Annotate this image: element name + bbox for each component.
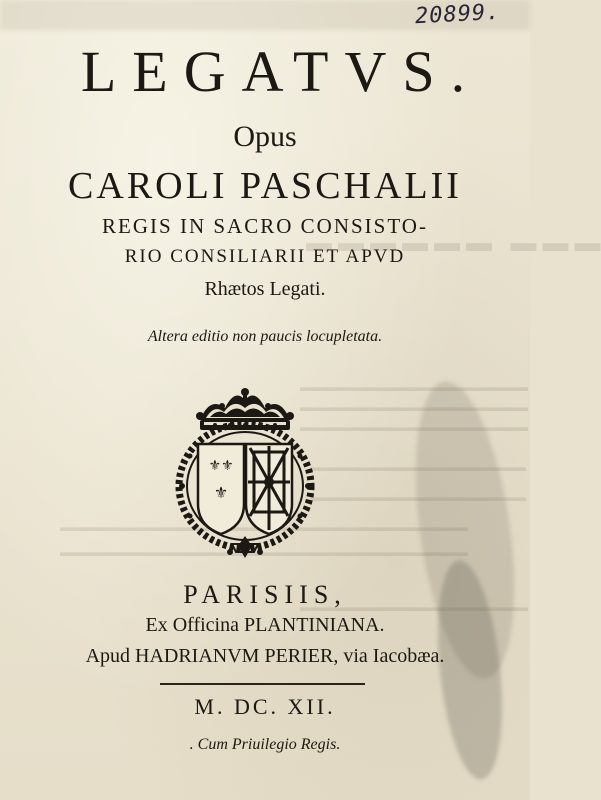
svg-text:⚜⚜: ⚜⚜ [208,458,234,474]
bleed-through: ▬▬▬▬▬▬▬▬▬▬▬▬▬▬▬▬▬▬▬ [300,420,528,434]
author-title-line-2: RIO CONSILIARII ET APVD [124,246,406,267]
shield-navarre-icon [246,444,292,534]
author-name: CAROLI PASCHALII [68,165,462,207]
coat-of-arms-icon [170,386,320,562]
edition-note: Altera editio non paucis locupletata. [147,328,383,345]
bleed-through: ▬▬▬▬▬▬▬▬▬▬▬▬▬▬▬▬▬▬ [310,490,526,504]
royal-privilege: . Cum Priuilegio Regis. [189,736,341,753]
book-title: LEGATVS. [80,39,482,104]
imprint-date: M. DC. XII. [194,694,336,719]
svg-text:⚜: ⚜ [213,483,229,502]
imprint-publisher: Apud HADRIANVM PERIER, via Iacobæa. [85,645,445,667]
work-type: Opus [233,120,297,153]
author-title-line-1: REGIS IN SACRO CONSISTO- [102,214,428,238]
bleed-through: ▬▬▬▬▬▬▬▬▬▬▬▬▬▬▬▬▬▬▬ [300,380,528,394]
age-stain [400,375,531,685]
bleed-through: ▬▬▬▬▬▬▬▬▬▬▬▬▬▬▬▬▬▬ [310,460,526,474]
shield-france-icon [198,444,244,534]
imprint-place: PARISIIS, [183,580,347,609]
author-title-line-3: Rhætos Legati. [204,278,326,300]
divider-rule [160,683,365,685]
bleed-through: ▬▬▬▬▬▬▬▬▬▬▬▬▬▬▬▬▬▬▬ [300,600,528,614]
bleed-through: ▬▬▬▬▬▬▬▬▬▬▬▬▬▬▬▬▬▬▬ [300,400,528,414]
imprint-printer: Ex Officina PLANTINIANA. [145,614,385,636]
inventory-number: 20899. [413,0,501,30]
bleed-through: ▬▬▬ ▬▬▬▬▬▬ [300,228,601,257]
bleed-through: ▬▬▬▬▬▬▬▬▬▬▬▬▬▬▬▬▬▬▬▬▬▬▬▬▬▬▬▬▬▬▬▬▬▬ [60,545,468,559]
